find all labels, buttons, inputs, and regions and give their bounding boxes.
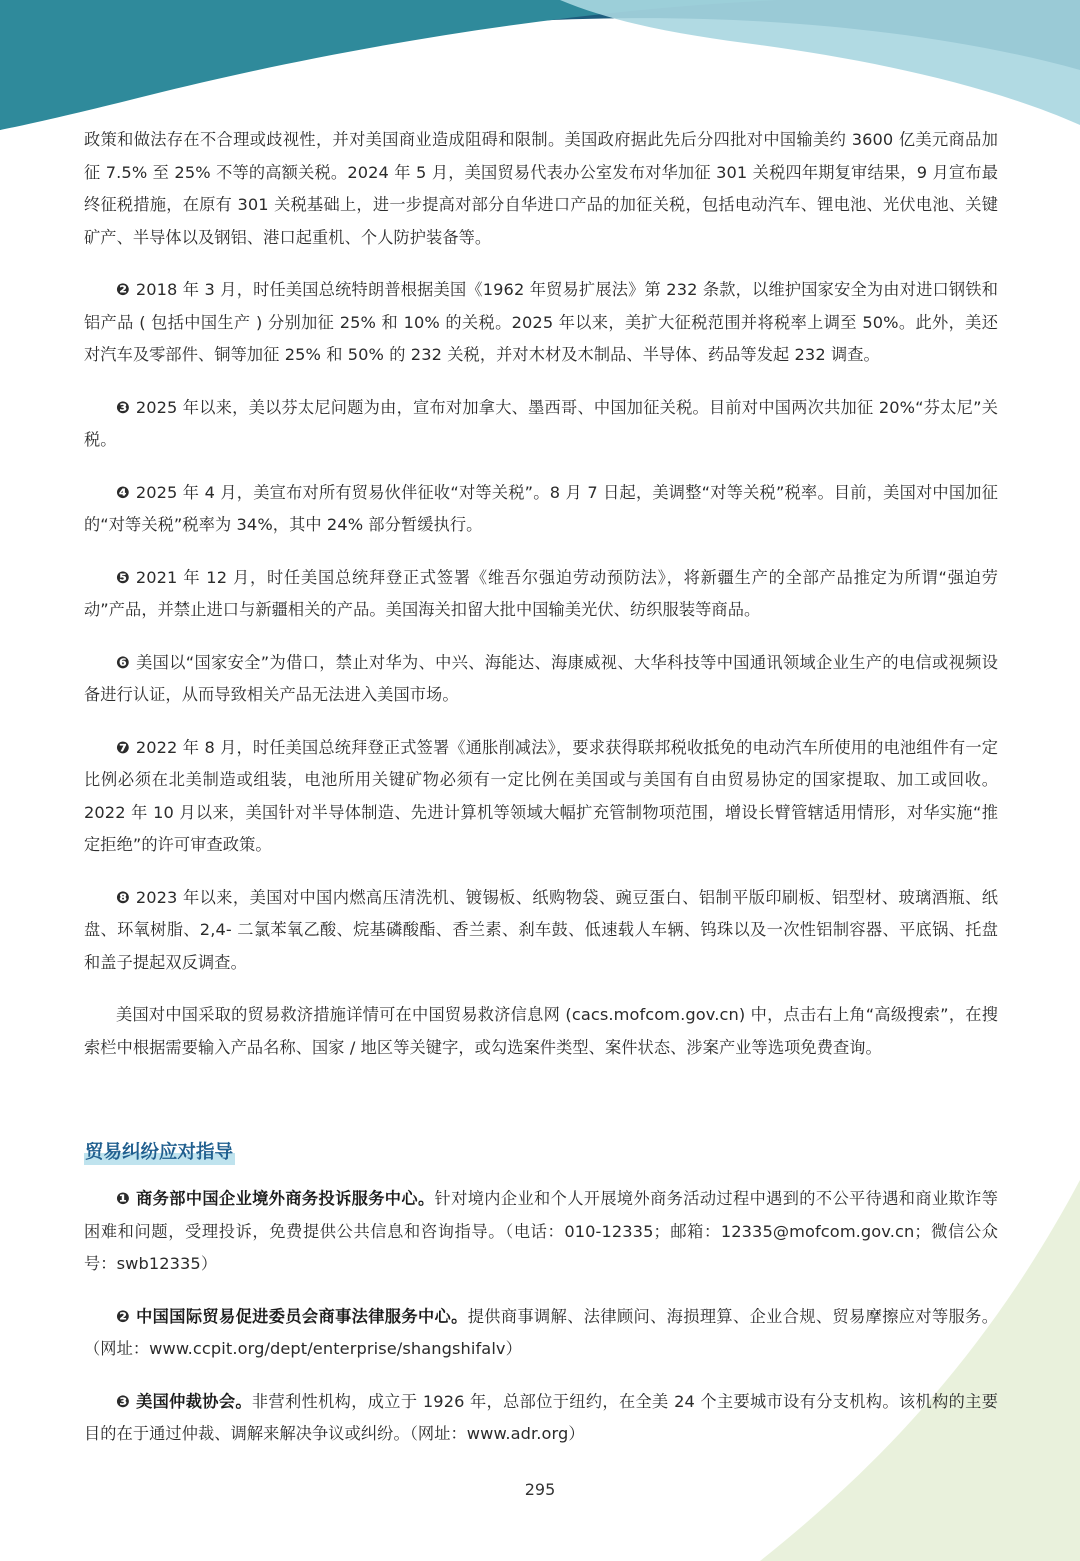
paragraph-text: 2018 年 3 月，时任美国总统特朗普根据美国《1962 年贸易扩展法》第 232 条款，以维护国家安全为由对进口钢铁和铝产品 ( 包括中国生产 ) 分别加征 25% 和 10% 的关税。2025 年以来，美扩大征税范围并将税率上调至 50%。此外，美还对汽车及零部件、铜等加征 25% 和 50% 的 232 关税，并对木材及木制品、半导体、药品等发起 232 调查。 xyxy=(84,280,998,364)
page-number: 295 xyxy=(524,1480,556,1499)
number-7-icon: ❼ xyxy=(116,737,130,757)
number-5-icon: ❺ xyxy=(116,567,130,587)
paragraph-text: 美国对中国采取的贸易救济措施详情可在中国贸易救济信息网 (cacs.mofcom.gov.cn) 中，点击右上角“高级搜索”，在搜索栏中根据需要输入产品名称、国家 / 地区等关键字，或勾选案件类型、案件状态、涉案产业等选项免费查询。 xyxy=(84,1005,998,1057)
number-3-icon: ❸ xyxy=(116,1391,130,1411)
paragraph-fentanyl-tariffs xyxy=(84,392,998,457)
paragraph-text: 2023 年以来，美国对中国内燃高压清洗机、镀锡板、纸购物袋、豌豆蛋白、铝制平版印刷板、铝型材、玻璃酒瓶、纸盘、环氧树脂、2,4- 二氯苯氧乙酸、烷基磷酸酯、香兰素、刹车鼓、低速载人车辆、钨珠以及一次性铝制容器、平底锅、托盘和盖子提起双反调查。 xyxy=(84,887,998,972)
number-2-icon: ❷ xyxy=(116,280,130,299)
paragraph-uflpa xyxy=(84,562,998,627)
number-4-icon: ❹ xyxy=(116,482,130,502)
paragraph-text: 2025 年以来，美以芬太尼问题为由，宣布对加拿大、墨西哥、中国加征关税。目前对中国两次共加征 20%“芬太尼”关税。 xyxy=(84,397,998,449)
list-item xyxy=(84,1301,998,1366)
page-content xyxy=(84,124,998,1471)
paragraph-232-tariffs xyxy=(84,274,998,372)
section-trade-dispute xyxy=(84,1138,998,1451)
paragraph-trade-remedy-info xyxy=(84,999,998,1064)
number-1-icon: ❶ xyxy=(116,1189,130,1208)
organization-name: 美国仲裁协会。 xyxy=(135,1391,252,1411)
paragraph-301-tariffs xyxy=(84,124,998,254)
number-6-icon: ❻ xyxy=(116,652,130,672)
number-3-icon: ❸ xyxy=(116,397,130,417)
organization-name: 商务部中国企业境外商务投诉服务中心。 xyxy=(135,1189,435,1208)
paragraph-text: 2022 年 8 月，时任美国总统拜登正式签署《通胀削减法》，要求获得联邦税收抵免的电动汽车所使用的电池组件有一定比例必须在北美制造或组装，电池所用关键矿物必须有一定比例在美国或与美国有自由贸易协定的国家提取、加工或回收。2022 年 10 月以来，美国针对半导体制造、先进计算机等领域大幅扩充管制物项范围，增设长臂管辖适用情形，对华实施“推定拒绝”的许可审查政策。 xyxy=(84,737,998,854)
paragraph-text: 政策和做法存在不合理或歧视性，并对美国商业造成阻碍和限制。美国政府据此先后分四批对中国输美约 3600 亿美元商品加征 7.5% 至 25% 不等的高额关税。2024 年 5 月，美国贸易代表办公室发布对华加征 301 关税四年期复审结果，9 月宣布最终征税措施，在原有 301 关税基础上，进一步提高对部分自华进口产品的加征关税，包括电动汽车、锂电池、光伏电池、关键矿产、半导体以及钢铝、港口起重机、个人防护装备等。 xyxy=(84,130,998,247)
organization-description: 针对境内企业和个人开展境外商务活动过程中遇到的不公平待遇和商业欺诈等困难和问题，受理投诉，免费提供公共信息和咨询指导。（电话：010-12335；邮箱：12335@mofcom.gov.cn；微信公众号：swb12335） xyxy=(84,1189,998,1273)
paragraph-text: 美国以“国家安全”为借口，禁止对华为、中兴、海能达、海康威视、大华科技等中国通讯领域企业生产的电信或视频设备进行认证，从而导致相关产品无法进入美国市场。 xyxy=(84,652,998,704)
organization-description: 非营利性机构，成立于 1926 年，总部位于纽约，在全美 24 个主要城市设有分支机构。该机构的主要目的在于通过仲裁、调解来解决争议或纠纷。（网址：www.adr.org） xyxy=(84,1391,999,1443)
list-item xyxy=(84,1183,998,1281)
section-title: 贸易纠纷应对指导 xyxy=(84,1138,235,1165)
paragraph-ira xyxy=(84,732,998,862)
number-8-icon: ❽ xyxy=(116,887,130,907)
list-item xyxy=(84,1386,998,1451)
paragraph-ad-cvd xyxy=(84,882,998,980)
organization-name: 中国国际贸易促进委员会商事法律服务中心。 xyxy=(135,1306,468,1326)
paragraph-national-security xyxy=(84,647,998,712)
organization-description: 提供商事调解、法律顾问、海损理算、企业合规、贸易摩擦应对等服务。（网址：www.ccpit.org/dept/enterprise/shangshifalv） xyxy=(84,1306,998,1358)
number-2-icon: ❷ xyxy=(116,1306,130,1326)
paragraph-text: 2021 年 12 月，时任美国总统拜登正式签署《维吾尔强迫劳动预防法》，将新疆生产的全部产品推定为所谓“强迫劳动”产品，并禁止进口与新疆相关的产品。美国海关扣留大批中国输美光伏、纺织服装等商品。 xyxy=(84,567,998,619)
paragraph-reciprocal-tariffs xyxy=(84,477,998,542)
paragraph-text: 2025 年 4 月，美宣布对所有贸易伙伴征收“对等关税”。8 月 7 日起，美调整“对等关税”税率。目前，美国对中国加征的“对等关税”税率为 34%，其中 24% 部分暂缓执行。 xyxy=(84,482,998,534)
